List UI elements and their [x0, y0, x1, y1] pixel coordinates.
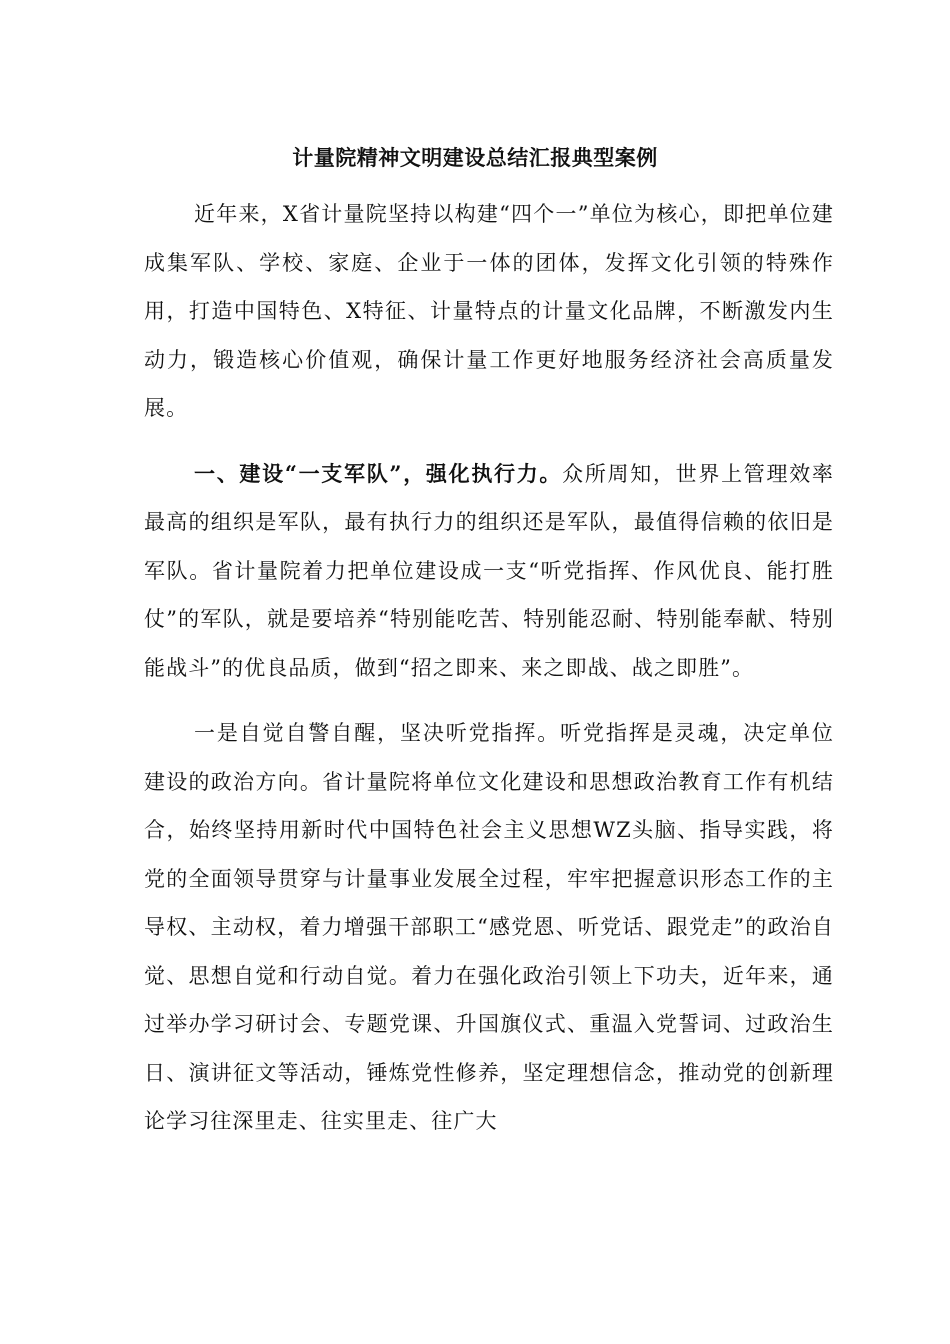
paragraph-text: 近年来，X省计量院坚持以构建“四个一”单位为核心，即把单位建成集军队、学校、家庭、企业于一体的团体，发挥文化引领的特殊作用，打造中国特色、X特征、计量特点的计量文化品牌，不断激发内生动力，锻造核心价值观，确保计量工作更好地服务经济社会高质量发展。 — [144, 202, 834, 420]
document-title: 计量院精神文明建设总结汇报典型案例 — [292, 145, 658, 170]
paragraph-point-one — [144, 709, 834, 1146]
paragraph-intro — [144, 190, 834, 433]
paragraph-text: 众所周知，世界上管理效率最高的组织是军队，最有执行力的组织还是军队，最值得信赖的依旧是军队。省计量院着力把单位建设成一支“听党指挥、作风优良、能打胜仗”的军队，就是要培养“特别能吃苦、特别能忍耐、特别能奉献、特别能战斗”的优良品质，做到“招之即来、来之即战、战之即胜”。 — [144, 461, 834, 680]
document-body — [144, 190, 834, 1163]
paragraph-text: 一是自觉自警自醒，坚决听党指挥。听党指挥是灵魂，决定单位建设的政治方向。省计量院将单位文化建设和思想政治教育工作有机结合，始终坚持用新时代中国特色社会主义思想WZ头脑、指导实践，将党的全面领导贯穿与计量事业发展全过程，牢牢把握意识形态工作的主导权、主动权，着力增强干部职工“感党恩、听党话、跟党走”的政治自觉、思想自觉和行动自觉。着力在强化政治引领上下功夫，近年来，通过举办学习研讨会、专题党课、升国旗仪式、重温入党誓词、过政治生日、演讲征文等活动，锤炼党性修养，坚定理想信念，推动党的创新理论学习往深里走、往实里走、往广大 — [144, 721, 834, 1133]
paragraph-section-one — [144, 450, 834, 693]
section-heading: 一、建设“一支军队”，强化执行力。 — [194, 460, 563, 486]
